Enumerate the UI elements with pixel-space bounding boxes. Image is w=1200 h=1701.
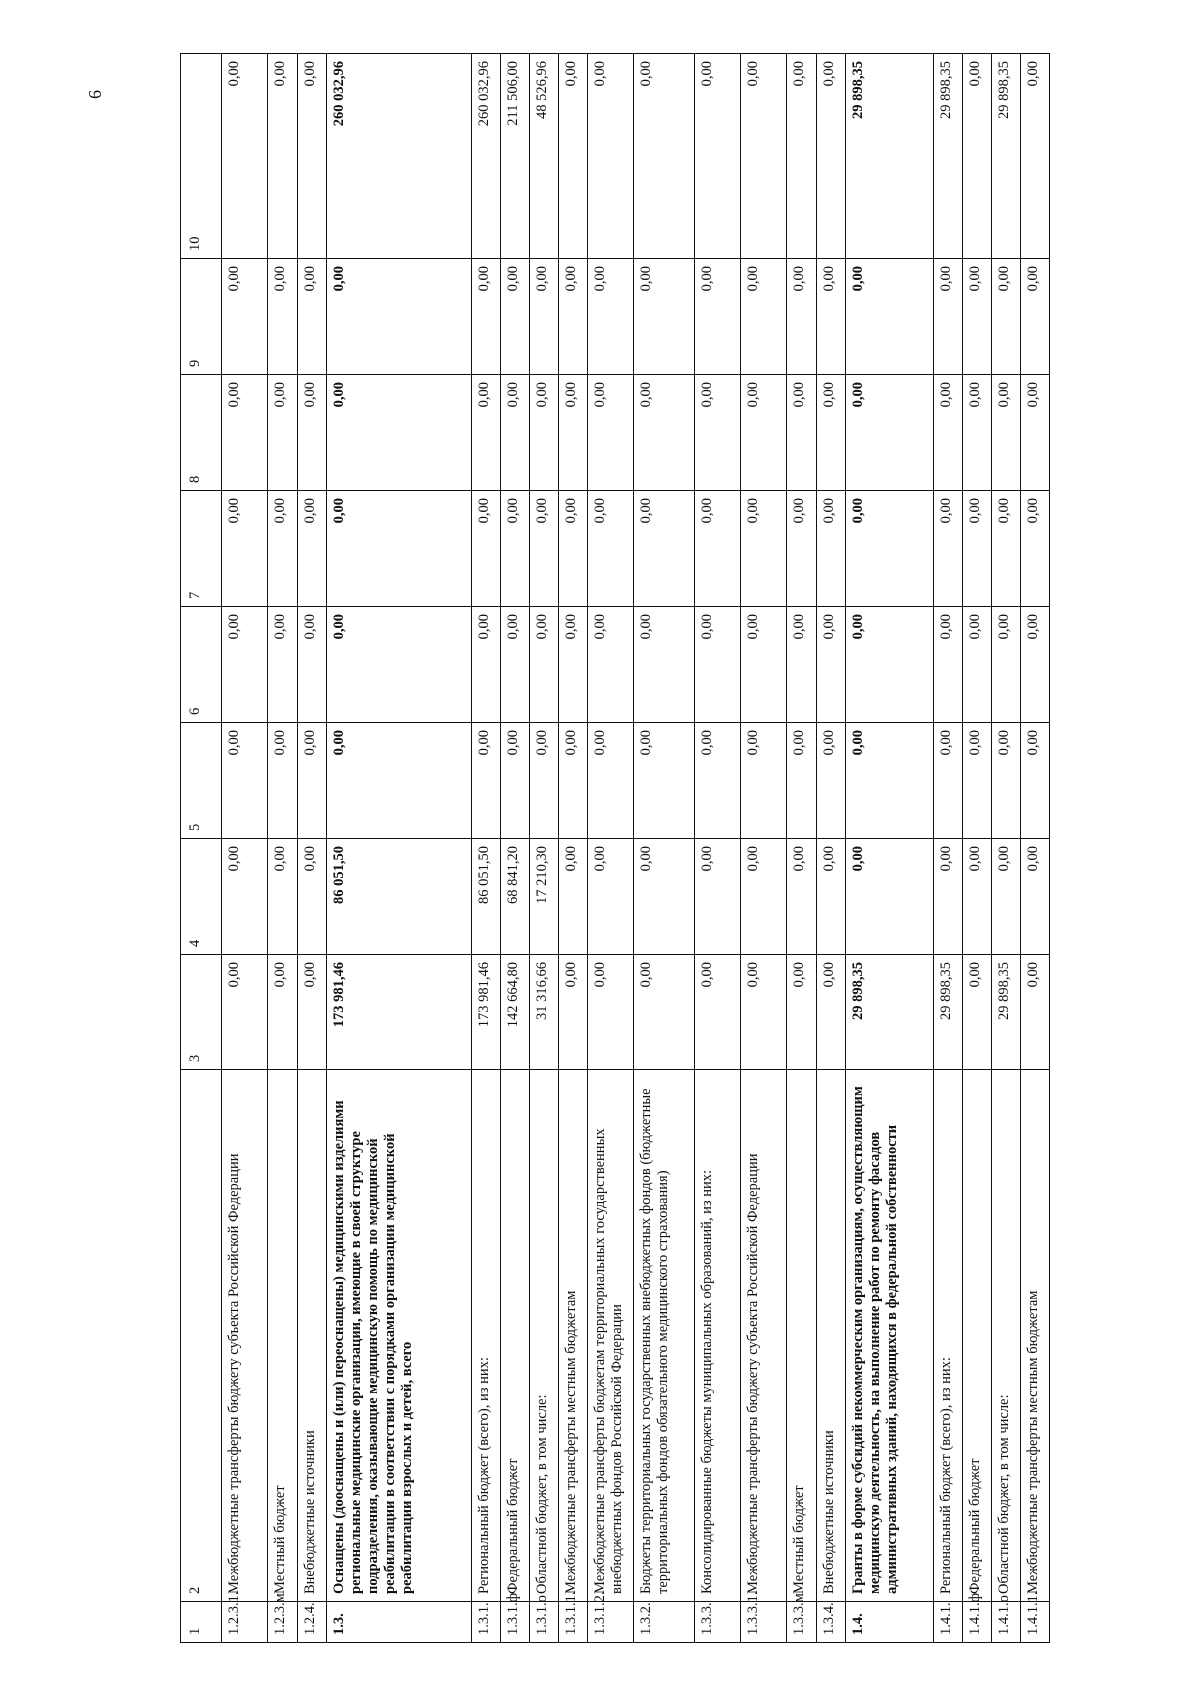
row-value-col-7: 0,00 (298, 491, 327, 607)
row-code: 1.3.4. (817, 1602, 846, 1643)
row-value-col-3: 0,00 (1021, 955, 1050, 1070)
table-row (817, 54, 846, 1643)
row-name: Межбюджетные трансферты местным бюджетам (1021, 1070, 1050, 1602)
row-value-col-9: 0,00 (327, 259, 472, 375)
row-value-col-5: 0,00 (530, 723, 559, 839)
row-name: Межбюджетные трансферты местным бюджетам (559, 1070, 588, 1602)
row-value-col-6: 0,00 (472, 607, 501, 723)
row-value-col-10: 0,00 (817, 54, 846, 259)
row-value-col-9: 0,00 (634, 259, 695, 375)
row-value-col-5: 0,00 (268, 723, 298, 839)
row-value-col-4: 86 051,50 (472, 839, 501, 955)
row-value-col-6: 0,00 (559, 607, 588, 723)
row-value-col-4: 0,00 (846, 839, 934, 955)
row-value-col-9: 0,00 (268, 259, 298, 375)
row-code: 1.4.1.1. (1021, 1602, 1050, 1643)
row-name: Местный бюджет (787, 1070, 817, 1602)
row-code: 1.3.1.2. (588, 1602, 634, 1643)
row-value-col-9: 0,00 (695, 259, 741, 375)
header-col-10: 10 (181, 54, 222, 259)
row-code: 1.2.4. (298, 1602, 327, 1643)
page-number (0, 84, 190, 105)
row-code: 1.3.1.ф (501, 1602, 530, 1643)
row-value-col-6: 0,00 (268, 607, 298, 723)
row-value-col-4: 0,00 (222, 839, 268, 955)
row-value-col-10: 0,00 (634, 54, 695, 259)
row-value-col-8: 0,00 (268, 375, 298, 491)
row-name: Межбюджетные трансферты бюджету субъекта Российской Федерации (222, 1070, 268, 1602)
row-value-col-5: 0,00 (298, 723, 327, 839)
row-code: 1.2.3.1. (222, 1602, 268, 1643)
row-name: Федеральный бюджет (501, 1070, 530, 1602)
row-value-col-3: 31 316,66 (530, 955, 559, 1070)
header-col-2: 2 (181, 1070, 222, 1602)
row-value-col-8: 0,00 (741, 375, 787, 491)
row-value-col-9: 0,00 (559, 259, 588, 375)
row-value-col-8: 0,00 (846, 375, 934, 491)
row-value-col-7: 0,00 (695, 491, 741, 607)
row-value-col-8: 0,00 (327, 375, 472, 491)
page-number-text: 6 (84, 90, 105, 99)
row-value-col-4: 0,00 (992, 839, 1021, 955)
row-value-col-5: 0,00 (222, 723, 268, 839)
row-value-col-3: 142 664,80 (501, 955, 530, 1070)
row-value-col-8: 0,00 (1021, 375, 1050, 491)
row-value-col-9: 0,00 (741, 259, 787, 375)
row-value-col-10: 48 526,96 (530, 54, 559, 259)
row-value-col-7: 0,00 (741, 491, 787, 607)
row-name: Межбюджетные трансферты бюджету субъекта Российской Федерации (741, 1070, 787, 1602)
row-name: Бюджеты территориальных государственных внебюджетных фондов (бюджетные территориальных фондов обязательного медицинского страхования) (634, 1070, 695, 1602)
row-code: 1.3.1.о (530, 1602, 559, 1643)
row-value-col-8: 0,00 (934, 375, 963, 491)
row-name: Межбюджетные трансферты бюджетам территориальных государственных внебюджетных фондов Российской Федерации (588, 1070, 634, 1602)
row-value-col-9: 0,00 (992, 259, 1021, 375)
row-value-col-6: 0,00 (530, 607, 559, 723)
table-row (327, 54, 472, 1643)
row-value-col-4: 0,00 (741, 839, 787, 955)
header-col-8: 8 (181, 375, 222, 491)
row-value-col-8: 0,00 (963, 375, 992, 491)
table-row (634, 54, 695, 1643)
row-value-col-4: 0,00 (695, 839, 741, 955)
row-value-col-3: 0,00 (268, 955, 298, 1070)
table-row (846, 54, 934, 1643)
row-value-col-8: 0,00 (634, 375, 695, 491)
table-row (588, 54, 634, 1643)
row-value-col-5: 0,00 (817, 723, 846, 839)
row-code: 1.3.1. (472, 1602, 501, 1643)
row-value-col-9: 0,00 (222, 259, 268, 375)
row-value-col-5: 0,00 (1021, 723, 1050, 839)
row-value-col-7: 0,00 (992, 491, 1021, 607)
rotated-page (180, 54, 1180, 1643)
row-value-col-3: 0,00 (298, 955, 327, 1070)
row-value-col-7: 0,00 (934, 491, 963, 607)
header-col-6: 6 (181, 607, 222, 723)
row-name: Областной бюджет, в том числе: (992, 1070, 1021, 1602)
row-value-col-9: 0,00 (298, 259, 327, 375)
table-body (222, 54, 1050, 1643)
row-value-col-10: 29 898,35 (992, 54, 1021, 259)
row-value-col-3: 0,00 (817, 955, 846, 1070)
row-name: Местный бюджет (268, 1070, 298, 1602)
row-value-col-6: 0,00 (846, 607, 934, 723)
row-value-col-6: 0,00 (298, 607, 327, 723)
row-value-col-8: 0,00 (222, 375, 268, 491)
header-col-7: 7 (181, 491, 222, 607)
row-value-col-5: 0,00 (695, 723, 741, 839)
table-row (472, 54, 501, 1643)
row-value-col-6: 0,00 (741, 607, 787, 723)
row-value-col-7: 0,00 (530, 491, 559, 607)
row-name: Областной бюджет, в том числе: (530, 1070, 559, 1602)
row-value-col-8: 0,00 (992, 375, 1021, 491)
row-value-col-4: 0,00 (588, 839, 634, 955)
row-value-col-9: 0,00 (846, 259, 934, 375)
row-value-col-9: 0,00 (1021, 259, 1050, 375)
header-col-3: 3 (181, 955, 222, 1070)
row-value-col-5: 0,00 (559, 723, 588, 839)
header-col-1: 1 (181, 1602, 222, 1643)
row-name: Внебюджетные источники (298, 1070, 327, 1602)
row-value-col-10: 0,00 (559, 54, 588, 259)
row-value-col-6: 0,00 (222, 607, 268, 723)
row-value-col-10: 0,00 (741, 54, 787, 259)
row-code: 1.3.3.м (787, 1602, 817, 1643)
row-code: 1.4.1.ф (963, 1602, 992, 1643)
row-value-col-6: 0,00 (992, 607, 1021, 723)
row-value-col-3: 0,00 (222, 955, 268, 1070)
row-value-col-4: 0,00 (963, 839, 992, 955)
row-value-col-9: 0,00 (501, 259, 530, 375)
row-value-col-3: 0,00 (559, 955, 588, 1070)
row-value-col-3: 0,00 (741, 955, 787, 1070)
row-code: 1.3.1.1. (559, 1602, 588, 1643)
row-value-col-4: 0,00 (934, 839, 963, 955)
table-row (1021, 54, 1050, 1643)
row-value-col-10: 260 032,96 (472, 54, 501, 259)
row-value-col-8: 0,00 (559, 375, 588, 491)
row-value-col-10: 260 032,96 (327, 54, 472, 259)
row-value-col-4: 0,00 (298, 839, 327, 955)
row-value-col-5: 0,00 (501, 723, 530, 839)
row-value-col-5: 0,00 (846, 723, 934, 839)
table-row (741, 54, 787, 1643)
row-value-col-6: 0,00 (787, 607, 817, 723)
row-value-col-6: 0,00 (634, 607, 695, 723)
table-row (992, 54, 1021, 1643)
row-value-col-3: 29 898,35 (934, 955, 963, 1070)
row-value-col-4: 86 051,50 (327, 839, 472, 955)
row-name: Региональный бюджет (всего), из них: (934, 1070, 963, 1602)
row-value-col-8: 0,00 (298, 375, 327, 491)
row-value-col-7: 0,00 (501, 491, 530, 607)
row-value-col-6: 0,00 (963, 607, 992, 723)
row-value-col-5: 0,00 (588, 723, 634, 839)
row-value-col-5: 0,00 (741, 723, 787, 839)
row-value-col-10: 0,00 (222, 54, 268, 259)
header-col-4: 4 (181, 839, 222, 955)
row-value-col-7: 0,00 (817, 491, 846, 607)
row-value-col-4: 17 210,30 (530, 839, 559, 955)
row-value-col-7: 0,00 (846, 491, 934, 607)
row-value-col-7: 0,00 (634, 491, 695, 607)
row-value-col-7: 0,00 (222, 491, 268, 607)
row-value-col-8: 0,00 (588, 375, 634, 491)
budget-table (180, 53, 1050, 1643)
row-value-col-9: 0,00 (787, 259, 817, 375)
row-value-col-10: 0,00 (1021, 54, 1050, 259)
row-value-col-3: 0,00 (695, 955, 741, 1070)
row-value-col-7: 0,00 (1021, 491, 1050, 607)
row-name: Региональный бюджет (всего), из них: (472, 1070, 501, 1602)
row-value-col-9: 0,00 (588, 259, 634, 375)
row-value-col-8: 0,00 (530, 375, 559, 491)
row-value-col-7: 0,00 (787, 491, 817, 607)
table-row (934, 54, 963, 1643)
row-value-col-3: 0,00 (588, 955, 634, 1070)
table-row (501, 54, 530, 1643)
table-row (695, 54, 741, 1643)
row-value-col-7: 0,00 (963, 491, 992, 607)
row-value-col-4: 0,00 (634, 839, 695, 955)
row-value-col-4: 0,00 (787, 839, 817, 955)
table-row (268, 54, 298, 1643)
row-value-col-10: 0,00 (695, 54, 741, 259)
row-value-col-5: 0,00 (634, 723, 695, 839)
row-value-col-3: 29 898,35 (846, 955, 934, 1070)
row-code: 1.4. (846, 1602, 934, 1643)
row-name: Федеральный бюджет (963, 1070, 992, 1602)
row-value-col-8: 0,00 (787, 375, 817, 491)
row-value-col-8: 0,00 (501, 375, 530, 491)
row-value-col-9: 0,00 (472, 259, 501, 375)
row-value-col-3: 0,00 (963, 955, 992, 1070)
row-name: Консолидированные бюджеты муниципальных образований, из них: (695, 1070, 741, 1602)
row-code: 1.3.3.1. (741, 1602, 787, 1643)
row-value-col-7: 0,00 (268, 491, 298, 607)
row-value-col-3: 0,00 (787, 955, 817, 1070)
row-value-col-10: 0,00 (588, 54, 634, 259)
row-code: 1.3.2. (634, 1602, 695, 1643)
row-value-col-7: 0,00 (559, 491, 588, 607)
row-name: Гранты в форме субсидий некоммерческим организациям, осуществляющим медицинскую деятельность, на выполнение работ по ремонту фасадов административных зданий, находящихся в федеральной собственности (846, 1070, 934, 1602)
row-value-col-6: 0,00 (588, 607, 634, 723)
row-value-col-10: 211 506,00 (501, 54, 530, 259)
row-value-col-5: 0,00 (992, 723, 1021, 839)
row-value-col-4: 0,00 (817, 839, 846, 955)
row-value-col-8: 0,00 (472, 375, 501, 491)
row-value-col-6: 0,00 (817, 607, 846, 723)
row-value-col-5: 0,00 (934, 723, 963, 839)
row-value-col-7: 0,00 (588, 491, 634, 607)
row-value-col-6: 0,00 (1021, 607, 1050, 723)
row-value-col-9: 0,00 (817, 259, 846, 375)
header-col-9: 9 (181, 259, 222, 375)
row-value-col-6: 0,00 (501, 607, 530, 723)
row-value-col-6: 0,00 (327, 607, 472, 723)
row-value-col-3: 173 981,46 (327, 955, 472, 1070)
row-value-col-7: 0,00 (327, 491, 472, 607)
row-value-col-10: 0,00 (268, 54, 298, 259)
row-code: 1.2.3.м (268, 1602, 298, 1643)
row-name: Внебюджетные источники (817, 1070, 846, 1602)
row-value-col-9: 0,00 (934, 259, 963, 375)
row-value-col-7: 0,00 (472, 491, 501, 607)
row-value-col-8: 0,00 (817, 375, 846, 491)
row-value-col-6: 0,00 (695, 607, 741, 723)
row-code: 1.4.1. (934, 1602, 963, 1643)
row-value-col-8: 0,00 (695, 375, 741, 491)
table-row (298, 54, 327, 1643)
row-value-col-9: 0,00 (530, 259, 559, 375)
row-value-col-5: 0,00 (327, 723, 472, 839)
row-value-col-5: 0,00 (787, 723, 817, 839)
table-row (530, 54, 559, 1643)
row-value-col-10: 0,00 (963, 54, 992, 259)
table-header-row (181, 54, 222, 1643)
row-value-col-6: 0,00 (934, 607, 963, 723)
header-col-5: 5 (181, 723, 222, 839)
row-value-col-5: 0,00 (963, 723, 992, 839)
row-value-col-3: 0,00 (634, 955, 695, 1070)
table-row (963, 54, 992, 1643)
row-value-col-3: 29 898,35 (992, 955, 1021, 1070)
row-value-col-9: 0,00 (963, 259, 992, 375)
table-row (222, 54, 268, 1643)
table-row (559, 54, 588, 1643)
row-code: 1.4.1.о (992, 1602, 1021, 1643)
table-row (787, 54, 817, 1643)
row-value-col-4: 0,00 (268, 839, 298, 955)
row-name: Оснащены (дооснащены и (или) переоснащены) медицинскими изделиями региональные медицинские организации, имеющие в своей структуре подразделения, оказывающие медицинскую помощь по медицинской реабилитации в соответствии с порядками организации медицинской реабилитации взрослых и детей, всего (327, 1070, 472, 1602)
row-value-col-4: 0,00 (559, 839, 588, 955)
row-value-col-4: 0,00 (1021, 839, 1050, 955)
row-value-col-3: 173 981,46 (472, 955, 501, 1070)
row-value-col-10: 29 898,35 (846, 54, 934, 259)
row-value-col-4: 68 841,20 (501, 839, 530, 955)
row-code: 1.3. (327, 1602, 472, 1643)
row-value-col-10: 0,00 (298, 54, 327, 259)
row-value-col-10: 0,00 (787, 54, 817, 259)
row-value-col-5: 0,00 (472, 723, 501, 839)
row-code: 1.3.3. (695, 1602, 741, 1643)
row-value-col-10: 29 898,35 (934, 54, 963, 259)
